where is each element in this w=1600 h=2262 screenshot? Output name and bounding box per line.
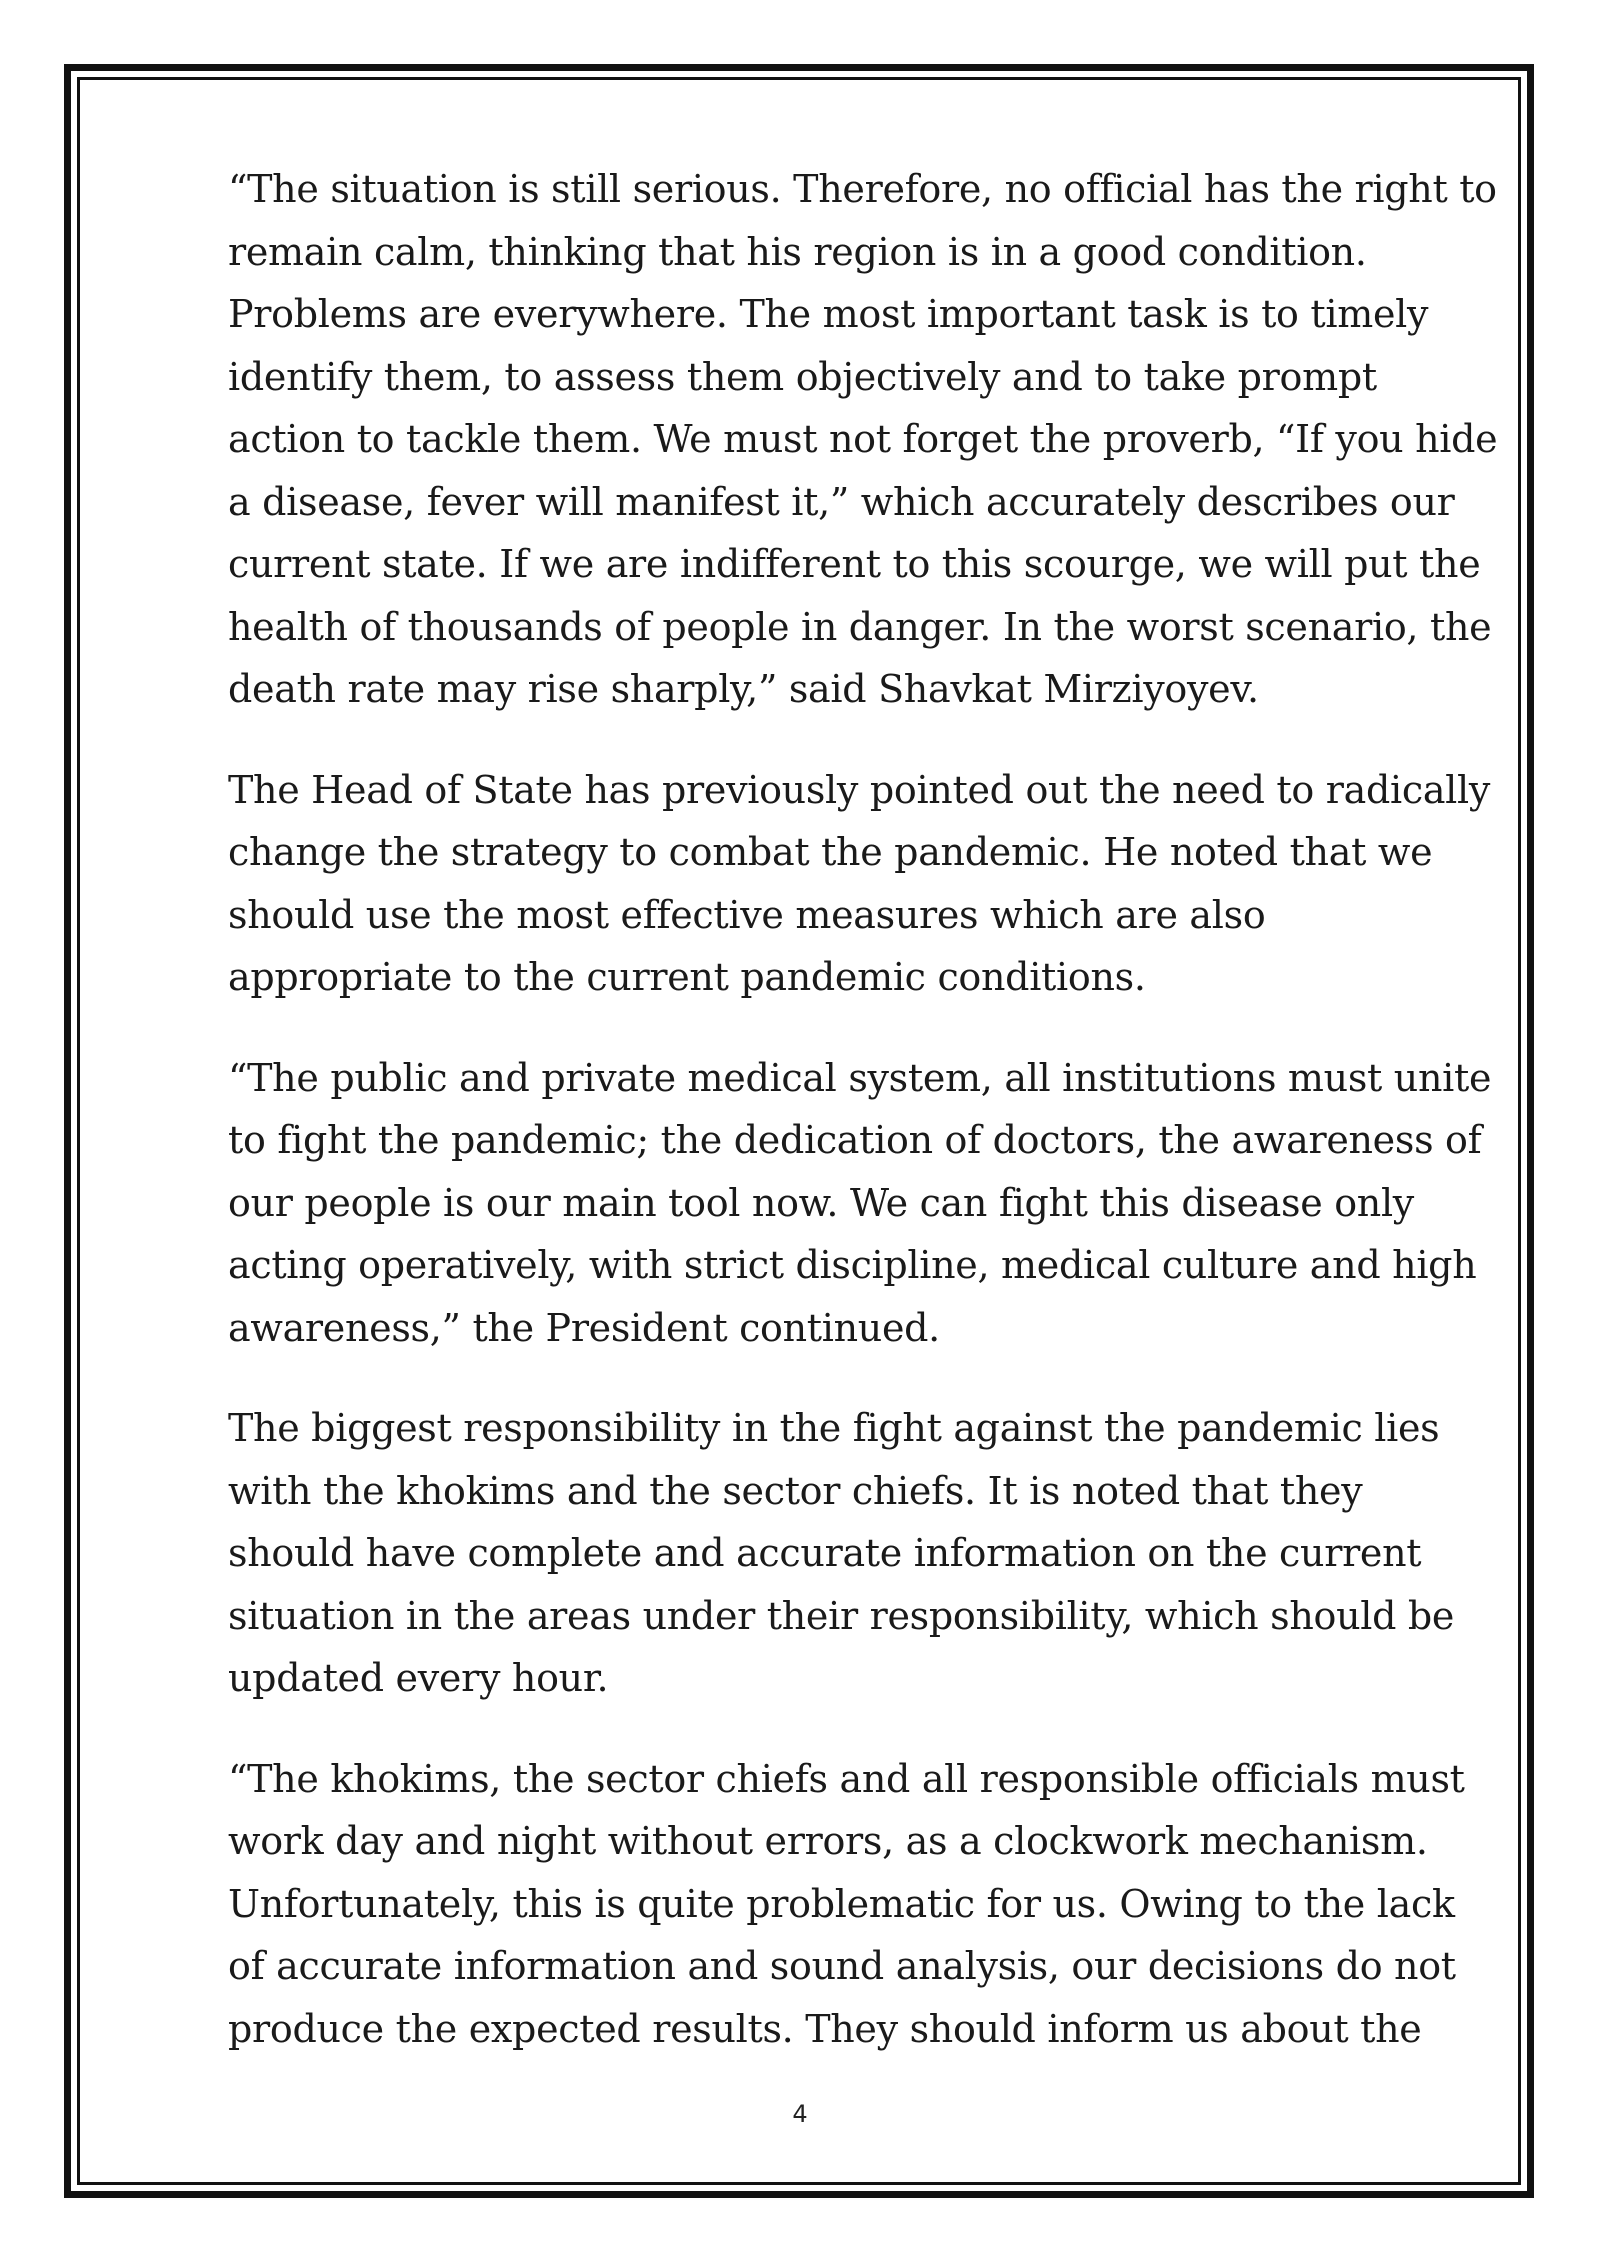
paragraph-5: “The khokims, the sector chiefs and all responsible officials must work day and night without errors, as a clockwork mechanism. Unfortunately, this is quite problematic for us. Owing to the lack of accurate information and sound analysis, our decisions do not produce the expected results. They should inform us about the: [228, 1756, 1465, 2051]
page-number: 4: [792, 2100, 808, 2128]
paragraph-4: The biggest responsibility in the fight against the pandemic lies with the khokims and the sector chiefs. It is noted that they should have complete and accurate information on the current situation in the areas under their responsibility, which should be updated every hour.: [228, 1406, 1455, 1700]
paragraph-3: “The public and private medical system, all institutions must unite to fight the pandemic; the dedication of doctors, the awareness of our people is our main tool now. We can fight this disease only acting operatively, with strict discipline, medical culture and high awareness,” the President continued.: [228, 1055, 1492, 1350]
paragraph-2: The Head of State has previously pointed out the need to radically change the strategy to combat the pandemic. He noted that we should use the most effective measures which are also appropriate to the current pandemic conditions.: [228, 767, 1491, 999]
paragraph-1: “The situation is still serious. Therefore, no official has the right to remain calm, thinking that his region is in a good condition. Problems are everywhere. The most important task is to timely identify them, to assess them objectively and to take prompt action to tackle them. We must not forget the proverb, “If you hide a disease, fever will manifest it,” which accurately describes our current state. If we are indifferent to this scourge, we will put the health of thousands of people in danger. In the worst scenario, the death rate may rise sharply,” said Shavkat Mirziyoyev.: [228, 167, 1498, 711]
document-body: [228, 158, 1500, 2098]
